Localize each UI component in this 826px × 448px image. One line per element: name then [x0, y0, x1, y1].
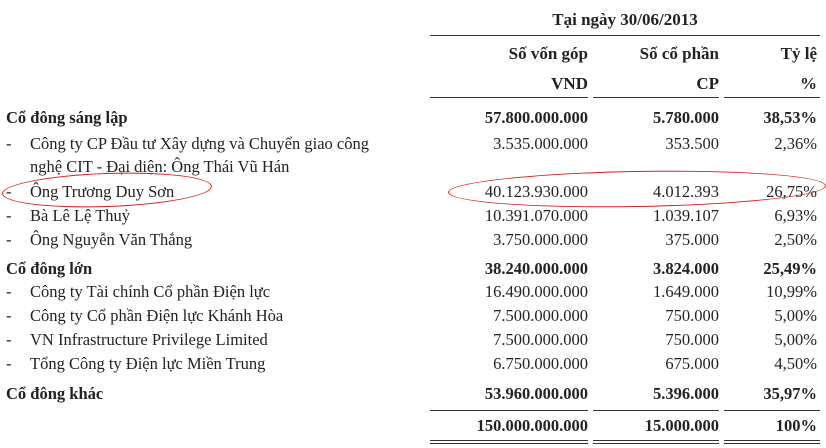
col-ratio-unit: %	[800, 74, 817, 93]
shares-value: 675.000	[665, 354, 719, 373]
bullet-dash: -	[6, 282, 12, 301]
ratio-value: 35,97%	[763, 384, 817, 403]
col-shares-unit: CP	[696, 74, 719, 93]
table-row	[0, 282, 826, 307]
row-label-line2: nghệ CIT - Đại diện: Ông Thái Vũ Hán	[30, 157, 290, 176]
col-capital-header: Số vốn góp	[508, 44, 588, 63]
capital-value: 53.960.000.000	[484, 384, 588, 403]
shares-value: 750.000	[665, 306, 719, 325]
shares-value: 1.649.000	[653, 282, 719, 301]
col-ratio-header-rule	[724, 97, 820, 98]
bullet-dash: -	[6, 354, 12, 373]
col-ratio-header: Tỷ lệ	[780, 44, 817, 63]
total-top-rule-capital	[430, 410, 588, 411]
row-label: Bà Lê Lệ Thuỷ	[30, 206, 131, 225]
col-shares-header: Số cổ phần	[639, 44, 719, 63]
ratio-value: 5,00%	[774, 306, 817, 325]
ratio-value: 2,50%	[774, 230, 817, 249]
ratio-value: 26,75%	[766, 182, 817, 201]
shares-value: 375.000	[665, 230, 719, 249]
capital-value: 40.123.930.000	[484, 182, 588, 201]
shares-value: 750.000	[665, 330, 719, 349]
total-double-rule-ratio-1	[724, 440, 820, 441]
shares-value: 353.500	[665, 134, 719, 153]
capital-value: 3.750.000.000	[493, 230, 588, 249]
capital-value: 6.750.000.000	[493, 354, 588, 373]
shares-value: 5.780.000	[653, 108, 719, 127]
col-capital-unit: VND	[551, 74, 588, 93]
group-row-founders	[0, 108, 826, 133]
total-shares-value: 15.000.000	[644, 416, 719, 435]
table-row	[0, 206, 826, 231]
ratio-value: 5,00%	[774, 330, 817, 349]
total-double-rule-ratio-2	[724, 443, 820, 444]
row-label: Cổ đông sáng lập	[6, 108, 128, 127]
group-row-others	[0, 384, 826, 409]
table-row	[0, 330, 826, 355]
total-double-rule-shares-2	[593, 443, 719, 444]
total-double-rule-shares-1	[593, 440, 719, 441]
row-label: Công ty CP Đầu tư Xây dựng và Chuyển giao công	[30, 134, 369, 153]
col-shares-header-rule	[593, 97, 719, 98]
shares-value: 4.012.393	[653, 182, 719, 201]
ratio-value: 6,93%	[774, 206, 817, 225]
bullet-dash: -	[6, 134, 12, 153]
shares-value: 3.824.000	[653, 259, 719, 278]
total-capital-value: 150.000.000.000	[476, 416, 588, 435]
row-label: Ông Nguyễn Văn Thắng	[30, 230, 193, 249]
total-row	[0, 416, 826, 441]
total-double-rule-capital-2	[430, 443, 588, 444]
ratio-value: 10,99%	[766, 282, 817, 301]
total-double-rule-capital-1	[430, 440, 588, 441]
col-capital-header-rule	[430, 97, 588, 98]
row-label: Cổ đông khác	[6, 384, 104, 403]
row-label: Công ty Tài chính Cổ phần Điện lực	[30, 282, 271, 301]
ratio-value: 38,53%	[763, 108, 817, 127]
bullet-dash: -	[6, 230, 12, 249]
capital-value: 57.800.000.000	[484, 108, 588, 127]
table-row	[0, 306, 826, 331]
bullet-dash: -	[6, 206, 12, 225]
bullet-dash: -	[6, 182, 12, 201]
row-label: Ông Trương Duy Sơn	[30, 182, 175, 201]
capital-value: 38.240.000.000	[484, 259, 588, 278]
table-row	[0, 134, 826, 159]
ratio-value: 25,49%	[763, 259, 817, 278]
period-underline	[430, 35, 820, 36]
table-row	[0, 354, 826, 379]
row-label: Tổng Công ty Điện lực Miền Trung	[30, 354, 266, 373]
capital-value: 7.500.000.000	[493, 306, 588, 325]
shares-value: 5.396.000	[653, 384, 719, 403]
shares-value: 1.039.107	[653, 206, 719, 225]
bullet-dash: -	[6, 306, 12, 325]
row-label: VN Infrastructure Privilege Limited	[30, 330, 268, 349]
capital-value: 16.490.000.000	[484, 282, 588, 301]
group-row-major	[0, 259, 826, 284]
capital-value: 3.535.000.000	[493, 134, 588, 153]
total-top-rule-ratio	[724, 410, 820, 411]
ratio-value: 2,36%	[774, 134, 817, 153]
bullet-dash: -	[6, 330, 12, 349]
total-ratio-value: 100%	[775, 416, 817, 435]
table-row	[0, 230, 826, 255]
capital-value: 10.391.070.000	[484, 206, 588, 225]
capital-value: 7.500.000.000	[493, 330, 588, 349]
total-top-rule-shares	[593, 410, 719, 411]
row-label: Cổ đông lớn	[6, 259, 93, 278]
period-title: Tại ngày 30/06/2013	[552, 10, 698, 29]
ratio-value: 4,50%	[774, 354, 817, 373]
row-label: Công ty Cổ phần Điện lực Khánh Hòa	[30, 306, 284, 325]
